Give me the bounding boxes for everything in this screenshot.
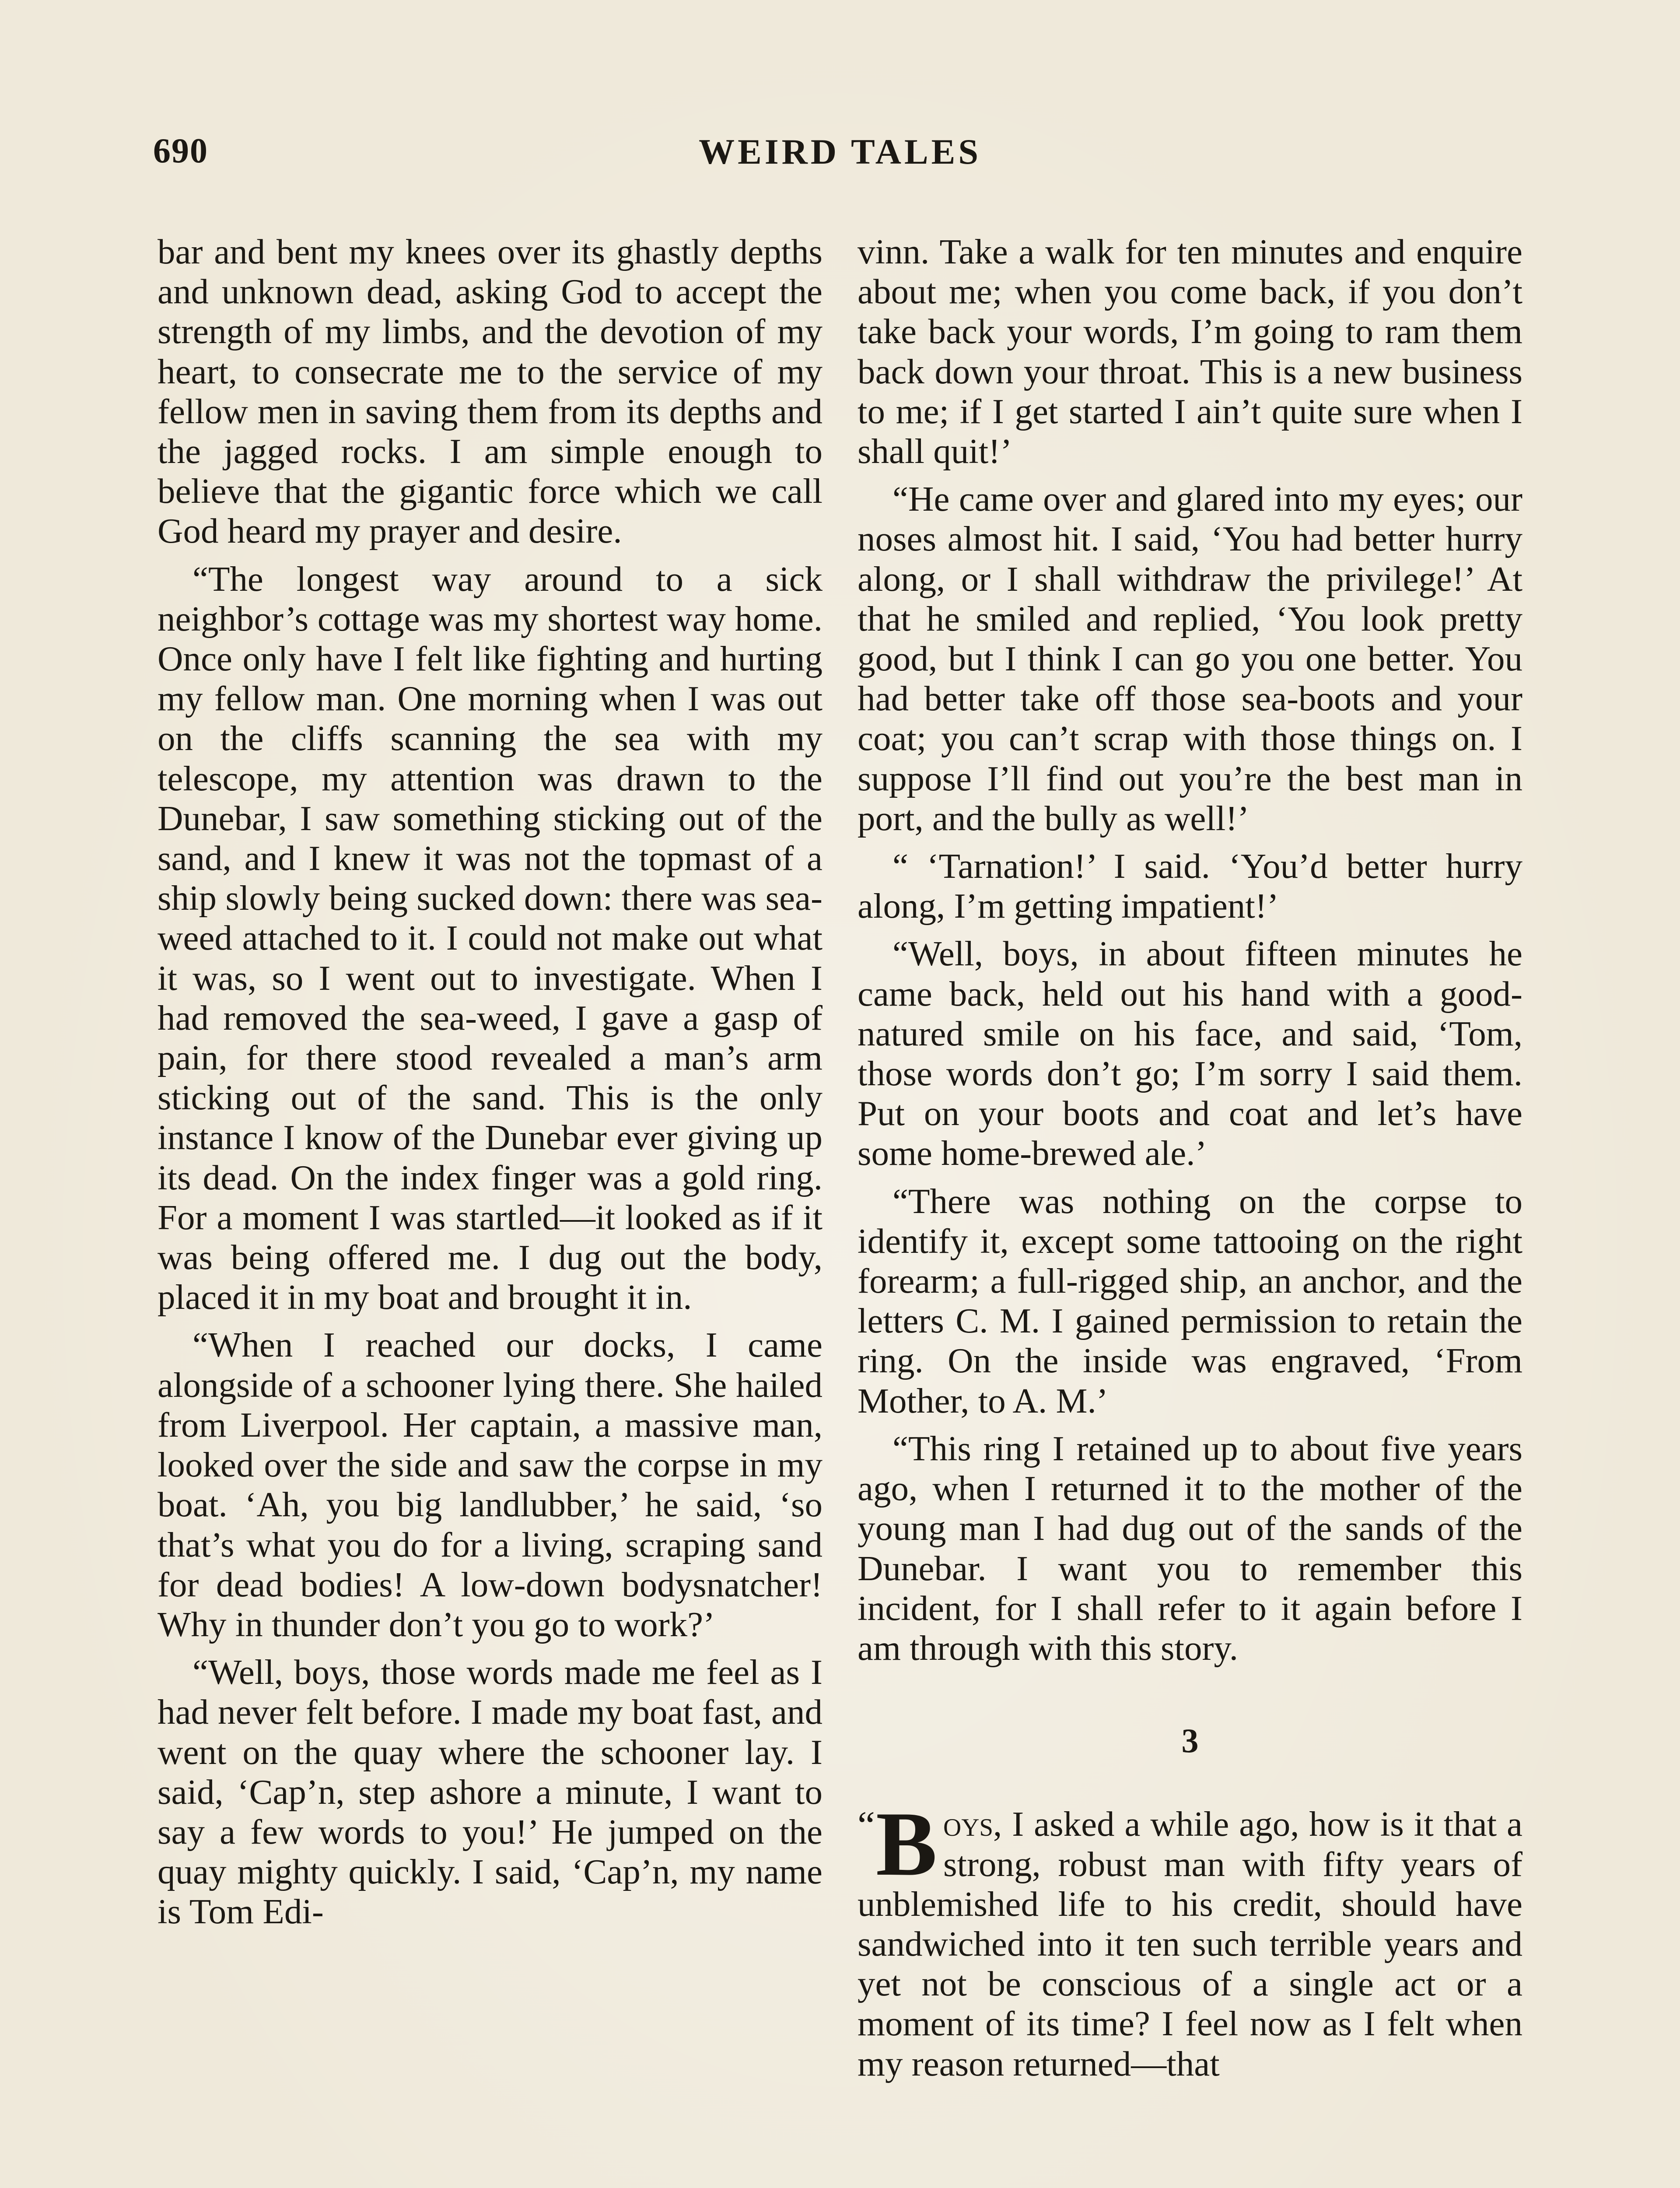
section-opening-paragraph	[858, 1793, 1522, 2083]
paragraph: “Well, boys, those words made me feel as I had never felt before. I made my boat fast, and went on the quay where the schooner lay. I said, ‘Cap’n, step ashore a minute, I want to say a few words to you!’ He jumped on the quay mighty quickly. I said, ‘Cap’n, my name is Tom Edi-	[158, 1652, 822, 1932]
left-column	[158, 232, 822, 2188]
section-number: 3	[1181, 1722, 1199, 1760]
paragraph: “This ring I retained up to about five years ago, when I returned it to the mother of the young man I had dug out of the sands of the Dunebar. I want you to remember this incident, for I shall refer to it again before I am through with this story.	[858, 1428, 1522, 1668]
paragraph: “Well, boys, in about fifteen minutes he came back, held out his hand with a good-natured smile on his face, and said, ‘Tom, those words don’t go; I’m sorry I said them. Put on your boots and coat and let’s have some home-brewed ale.’	[858, 934, 1522, 1173]
paragraph: “There was nothing on the corpse to identify it, except some tattooing on the right forearm; a full-rigged ship, an anchor, and the letters C. M. I gained permission to retain the ring. On the inside was engraved, ‘From Mother, to A. M.’	[858, 1181, 1522, 1420]
paragraph: vinn. Take a walk for ten minutes and enquire about me; when you come back, if you don’t take back your words, I’m going to ram them back down your throat. This is a new business to me; if I get started I ain’t quite sure when I shall quit!’	[858, 232, 1522, 471]
drop-cap: B	[875, 1793, 938, 1895]
paragraph: bar and bent my knees over its ghastly depths and unknown dead, asking God to accept the strength of my limbs, and the devotion of my heart, to consecrate me to the service of my fellow men in saving them from its depths and the jagged rocks. I am simple enough to believe that the gigantic force which we call God heard my prayer and desire.	[158, 232, 822, 551]
page-number: 690	[153, 132, 208, 170]
right-column	[858, 232, 1522, 2188]
magazine-title: WEIRD TALES	[699, 132, 981, 172]
section-text: I asked a while ago, how is it that a strong, robust man with fifty years of unblemished life to his credit, should have sandwiched into it ten such terrible years and yet not be conscious of a single act or a moment of its time? I feel now as I felt when my reason returned—that	[858, 1804, 1522, 2083]
paragraph: “ ‘Tarnation!’ I said. ‘You’d better hurry along, I’m getting impatient!’	[858, 846, 1522, 926]
paragraph: “He came over and glared into my eyes; our noses almost hit. I said, ‘You had better hurry along, or I shall withdraw the privilege!’ At that he smiled and replied, ‘You look pretty good, but I think I can go you one better. You had better take off those sea-boots and your coat; you can’t scrap with those things on. I suppose I’ll find out you’re the best man in port, and the bully as well!’	[858, 479, 1522, 838]
running-head	[153, 131, 1527, 184]
smallcaps-lead: oys,	[943, 1804, 1002, 1844]
opening-quote-mark: “	[858, 1804, 875, 1848]
paragraph: “When I reached our docks, I came alongside of a schooner lying there. She hailed from Liverpool. Her captain, a massive man, looked over the side and saw the corpse in my boat. ‘Ah, you big landlubber,’ he said, ‘so that’s what you do for a living, scraping sand for dead bodies! A low-down bodysnatcher! Why in thunder don’t you go to work?’	[158, 1325, 822, 1644]
paragraph: “The longest way around to a sick neighbor’s cottage was my shortest way home. Once only have I felt like fighting and hurting my fellow man. One morning when I was out on the cliffs scanning the sea with my telescope, my attention was drawn to the Dunebar, I saw something sticking out of the sand, and I knew it was not the topmast of a ship slowly being sucked down: there was sea-weed attached to it. I could not make out what it was, so I went out to investigate. When I had removed the sea-weed, I gave a gasp of pain, for there stood revealed a man’s arm sticking out of the sand. This is the only instance I know of the Dunebar ever giving up its dead. On the index finger was a gold ring. For a moment I was startled—it looked as if it was being offered me. I dug out the body, placed it in my boat and brought it in.	[158, 559, 822, 1317]
